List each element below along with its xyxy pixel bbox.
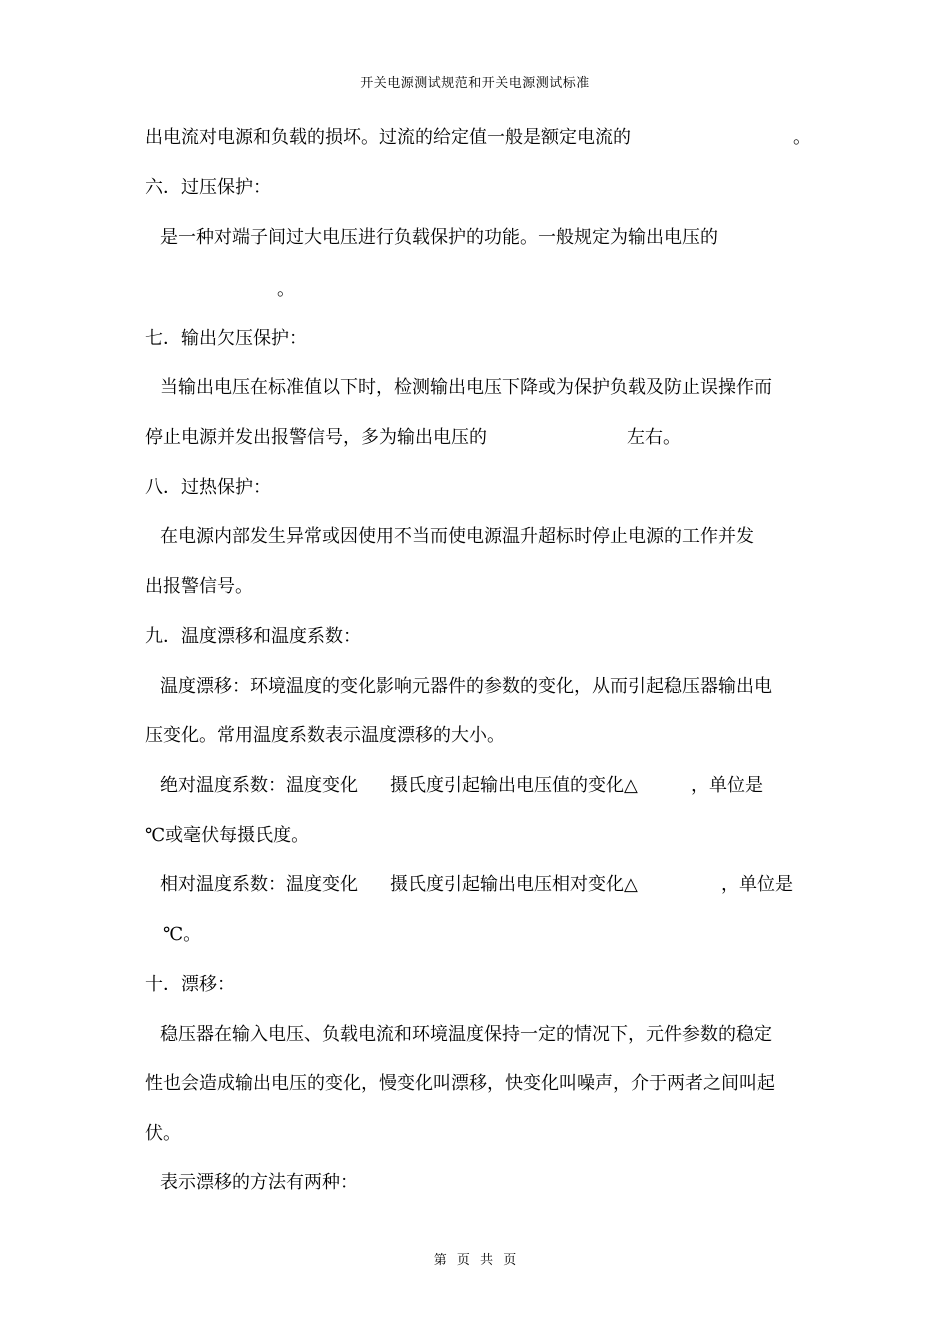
section-10-text-2: 性也会造成输出电压的变化，慢变化叫漂移，快变化叫噪声，介于两者之间叫起 bbox=[145, 1073, 775, 1094]
section-10-text-4: 表示漂移的方法有两种： bbox=[160, 1172, 358, 1193]
absolute-temp-coef-unit: ℃或毫伏每摄氏度。 bbox=[145, 825, 310, 846]
section-10-text-3: 伏。 bbox=[145, 1123, 181, 1144]
section-9-title: 九．温度漂移和温度系数： bbox=[145, 626, 361, 647]
absolute-temp-coef-b: 摄氏度引起输出电压值的变化△ bbox=[390, 775, 638, 796]
section-7-text-2: 停止电源并发出报警信号，多为输出电压的 bbox=[145, 427, 487, 448]
section-7-text: 当输出电压在标准值以下时，检测输出电压下降或为保护负载及防止误操作而 bbox=[160, 377, 772, 398]
section-8-text: 在电源内部发生异常或因使用不当而使电源温升超标时停止电源的工作并发 bbox=[160, 526, 754, 547]
section-6-text-end: 。 bbox=[277, 279, 295, 300]
section-6-text: 是一种对端子间过大电压进行负载保护的功能。一般规定为输出电压的 bbox=[160, 227, 718, 248]
section-8-text-2: 出报警信号。 bbox=[145, 576, 253, 597]
paragraph-line-end: 。 bbox=[793, 127, 811, 148]
absolute-temp-coef-a: 绝对温度系数：温度变化 bbox=[160, 775, 358, 796]
relative-temp-coef-b: 摄氏度引起输出电压相对变化△ bbox=[390, 874, 638, 895]
section-9-text: 温度漂移：环境温度的变化影响元器件的参数的变化，从而引起稳压器输出电 bbox=[160, 676, 772, 697]
section-7-text-3: 左右。 bbox=[627, 427, 681, 448]
page-header: 开关电源测试规范和开关电源测试标准 bbox=[360, 76, 590, 91]
relative-temp-coef-c: ，单位是 bbox=[721, 874, 793, 895]
section-9-text-2: 压变化。常用温度系数表示温度漂移的大小。 bbox=[145, 725, 505, 746]
section-8-title: 八．过热保护： bbox=[145, 477, 271, 498]
section-6-title: 六．过压保护： bbox=[145, 177, 271, 198]
relative-temp-coef-unit: ℃。 bbox=[163, 924, 202, 945]
section-10-text: 稳压器在输入电压、负载电流和环境温度保持一定的情况下，元件参数的稳定 bbox=[160, 1024, 772, 1045]
page-footer: 第 页 共 页 bbox=[433, 1253, 517, 1268]
relative-temp-coef-a: 相对温度系数：温度变化 bbox=[160, 874, 358, 895]
section-7-title: 七．输出欠压保护： bbox=[145, 328, 307, 349]
paragraph-line: 出电流对电源和负载的损坏。过流的给定值一般是额定电流的 bbox=[145, 127, 631, 148]
absolute-temp-coef-c: ，单位是 bbox=[691, 775, 763, 796]
section-10-title: 十．漂移： bbox=[145, 974, 235, 995]
